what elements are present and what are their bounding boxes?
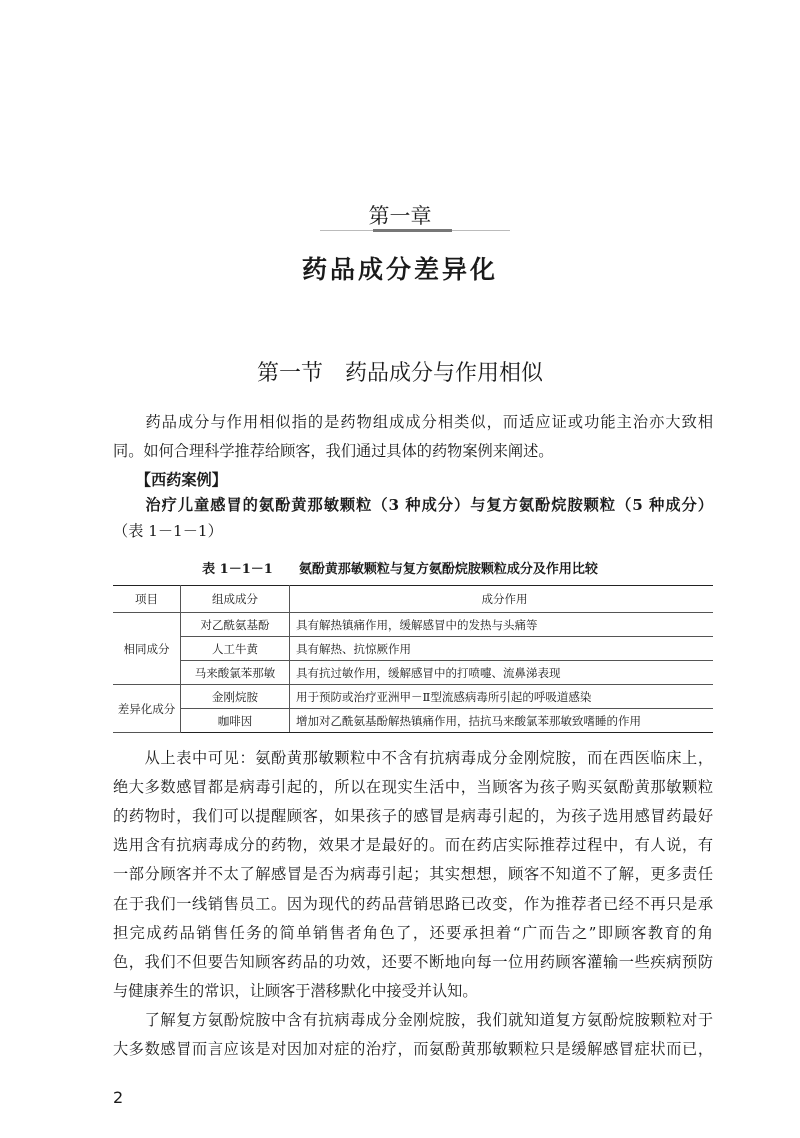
paragraph-line: 药品成分与作用相似指的是药物组成成分相类似，而适应证或功能主治亦大致相: [113, 413, 713, 431]
table-row: [113, 637, 713, 661]
effect-cell: 增加对乙酰氨基酚解热镇痛作用，拮抗马来酸氯苯那敏致嗜睡的作用: [290, 709, 714, 733]
group-label: 差异化成分: [113, 685, 181, 733]
chapter-label: 第一章: [368, 204, 432, 228]
header-effect: 成分作用: [290, 586, 714, 613]
paragraph-line: 担完成药品销售任务的简单销售者角色了，还要承担着“广而告之”即顾客教育的角: [113, 924, 713, 942]
group-label: 相同成分: [113, 613, 181, 685]
paragraph-line: 绝大多数感冒都是病毒引起的，所以在现实生活中，当顾客为孩子购买氨酚黄那敏颗粒: [113, 778, 713, 796]
case-heading: 【西药案例】: [113, 471, 227, 489]
component-cell: 咖啡因: [181, 709, 290, 733]
table-caption: 表 1－1－1 氨酚黄那敏颗粒与复方氨酚烷胺颗粒成分及作用比较: [202, 562, 598, 577]
paragraph-line: 色，我们不但要告知顾客药品的功效，还要不断地向每一位用药顾客灌输一些疾病预防: [113, 953, 713, 971]
paragraph-line: 选用含有抗病毒成分的药物，效果才是最好的。而在药店实际推荐过程中，有人说，有: [113, 836, 713, 854]
effect-cell: 用于预防或治疗亚洲甲－Ⅱ型流感病毒所引起的呼吸道感染: [290, 685, 714, 709]
component-cell: 马来酸氯苯那敏: [181, 661, 290, 685]
table-row: [113, 613, 713, 637]
comparison-table: [113, 585, 713, 733]
effect-cell: 具有解热镇痛作用，缓解感冒中的发热与头痛等: [290, 613, 714, 637]
chapter-divider-accent: [373, 229, 452, 232]
paragraph-line: 了解复方氨酚烷胺中含有抗病毒成分金刚烷胺，我们就知道复方氨酚烷胺颗粒对于: [113, 1011, 713, 1029]
table-header-row: [113, 586, 713, 613]
header-component: 组成成分: [181, 586, 290, 613]
paragraph-line: 从上表中可见：氨酚黄那敏颗粒中不含有抗病毒成分金刚烷胺，而在西医临床上，: [113, 749, 713, 767]
section-title: 第一节 药品成分与作用相似: [256, 361, 543, 386]
effect-cell: 具有抗过敏作用，缓解感冒中的打喷嚏、流鼻涕表现: [290, 661, 714, 685]
page-number: 2: [113, 1088, 124, 1107]
header-item: 项目: [113, 586, 181, 613]
paragraph-line: 在于我们一线销售员工。因为现代的药品营销思路已改变，作为推荐者已经不再只是承: [113, 895, 713, 913]
table-row: [113, 685, 713, 709]
component-cell: 金刚烷胺: [181, 685, 290, 709]
chapter-title: 药品成分差异化: [301, 255, 498, 284]
case-title: 治疗儿童感冒的氨酚黄那敏颗粒（3 种成分）与复方氨酚烷胺颗粒（5 种成分）: [113, 496, 713, 514]
effect-cell: 具有解热、抗惊厥作用: [290, 637, 714, 661]
component-cell: 人工牛黄: [181, 637, 290, 661]
paragraph-line: 与健康养生的常识，让顾客于潜移默化中接受并认知。: [113, 982, 478, 1000]
paragraph-line: 同。如何合理科学推荐给顾客，我们通过具体的药物案例来阐述。: [113, 442, 554, 460]
table-row: [113, 661, 713, 685]
paragraph-line: 的药物时，我们可以提醒顾客，如果孩子的感冒是病毒引起的，为孩子选用感冒药最好: [113, 807, 713, 825]
case-title-ref: （表 1－1－1）: [113, 522, 223, 540]
table-row: [113, 709, 713, 733]
paragraph-line: 一部分顾客并不太了解感冒是否为病毒引起；其实想想，顾客不知道不了解，更多责任: [113, 865, 713, 883]
component-cell: 对乙酰氨基酚: [181, 613, 290, 637]
paragraph-line: 大多数感冒而言应该是对因加对症的治疗，而氨酚黄那敏颗粒只是缓解感冒症状而已，: [113, 1040, 713, 1058]
